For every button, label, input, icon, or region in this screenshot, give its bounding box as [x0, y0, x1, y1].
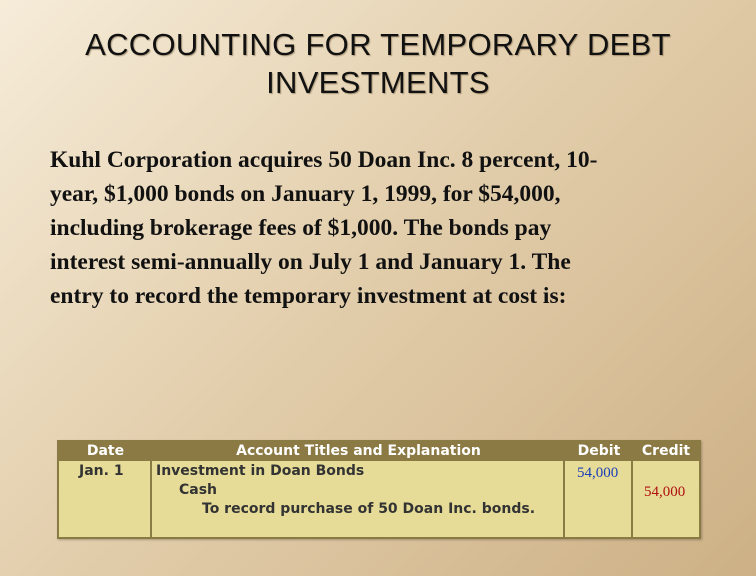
body-line-4: interest semi-annually on July 1 and January 1. The	[50, 249, 571, 275]
body-line-1: Kuhl Corporation acquires 50 Doan Inc. 8 percent, 10-	[50, 147, 598, 173]
header-account-titles: Account Titles and Explanation	[236, 443, 481, 459]
debit-account-title: Investment in Doan Bonds	[156, 463, 365, 479]
entry-date: Jan. 1	[79, 463, 124, 479]
entry-explanation: To record purchase of 50 Doan Inc. bonds.	[202, 501, 536, 517]
debit-amount: 54,000	[577, 465, 619, 481]
journal-entry-table	[57, 440, 701, 539]
journal-header-row	[59, 442, 699, 461]
column-divider	[150, 442, 152, 537]
title-line-2: INVESTMENTS	[266, 65, 490, 100]
body-line-2: year, $1,000 bonds on January 1, 1999, for $54,000,	[50, 181, 561, 207]
body-line-5: entry to record the temporary investment at cost is:	[50, 283, 567, 309]
header-credit: Credit	[641, 443, 691, 459]
column-divider	[631, 442, 633, 537]
credit-amount: 54,000	[644, 484, 686, 500]
header-date: Date	[86, 443, 125, 459]
body-line-3: including brokerage fees of $1,000. The bonds pay	[50, 215, 552, 241]
credit-account-title: Cash	[179, 482, 218, 498]
problem-text	[50, 143, 700, 313]
slide-title	[0, 26, 756, 102]
title-line-1: ACCOUNTING FOR TEMPORARY DEBT	[85, 27, 671, 62]
column-divider	[563, 442, 565, 537]
header-debit: Debit	[577, 443, 621, 459]
